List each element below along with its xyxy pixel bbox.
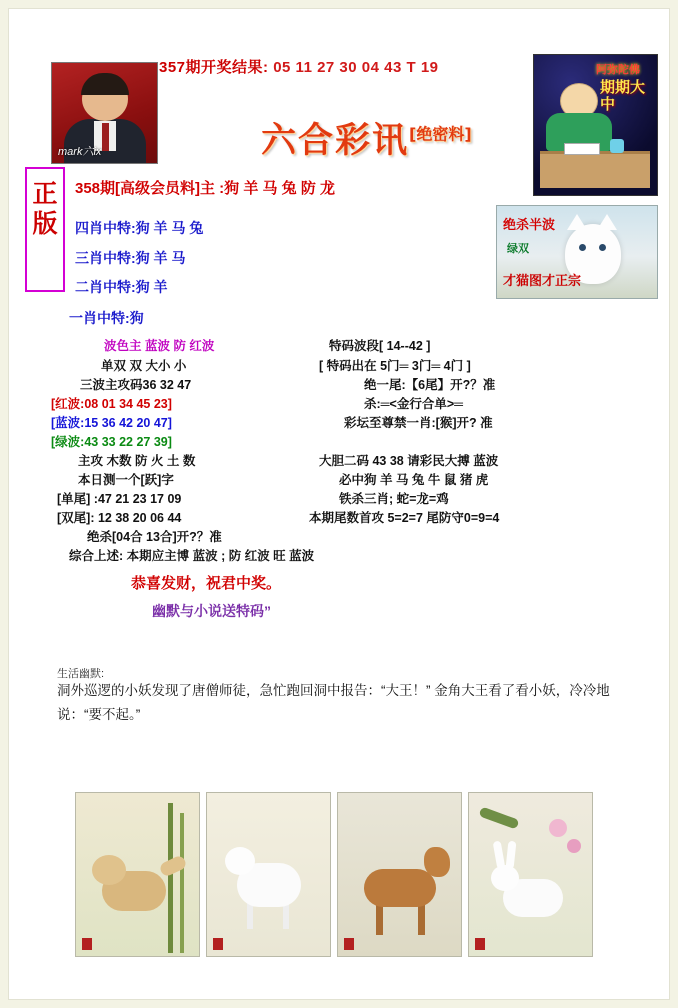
flower-shape-2 <box>567 839 581 853</box>
must-hit-line: 必中狗 羊 马 兔 牛 鼠 猪 虎 <box>339 473 489 487</box>
cup-icon <box>610 139 624 153</box>
authentic-stamp: 正版 <box>25 167 65 292</box>
wave-main-line: 波色主 蓝波 防 红波 <box>104 339 215 353</box>
seal-mark <box>475 938 485 950</box>
page-title-sub: [绝密料] <box>409 124 472 144</box>
wish-line: 恭喜发财，祝君中奖。 <box>131 575 282 592</box>
horse-leg-1 <box>376 903 383 935</box>
portrait-watermark: mark六ix <box>58 146 102 158</box>
horse-leg-2 <box>418 903 425 935</box>
page-title <box>261 113 472 163</box>
cat-box-line2: 绿双 <box>507 243 529 255</box>
door-line: [ 特码出在 5门═ 3门═ 4门 ] <box>319 359 471 373</box>
portrait-photo <box>51 62 158 164</box>
cat-box-line1: 绝杀半波 <box>503 217 556 232</box>
dog-painting <box>75 792 200 957</box>
bold-two-codes-line: 大胆二码 43 38 请彩民大搏 蓝波 <box>319 454 499 468</box>
goat-head <box>225 847 255 875</box>
dog-head <box>92 855 126 885</box>
blue-wave-line: [蓝波:15 36 42 20 47] <box>51 416 172 430</box>
green-wave-line: [绿波:43 33 22 27 39] <box>51 435 172 449</box>
seal-mark <box>344 938 354 950</box>
iron-kill-line: 铁杀三肖; 蛇=龙=鸡 <box>339 492 449 506</box>
cat-eye-left <box>579 244 586 251</box>
four-xiao-line: 四肖中特:狗 羊 马 兔 <box>75 220 204 236</box>
goat-leg-2 <box>283 903 289 929</box>
page-title-text: 六合彩讯 <box>261 121 410 161</box>
horse-painting <box>337 792 462 957</box>
single-tail-line: [单尾] :47 21 23 17 09 <box>57 492 182 506</box>
leaf-shape <box>478 806 519 829</box>
banner-big-text: 期期大中 <box>600 79 646 113</box>
portrait-hair <box>81 73 129 95</box>
red-wave-line: [红波:08 01 34 45 23] <box>51 397 172 411</box>
flower-shape-1 <box>549 819 567 837</box>
cat-ear-left <box>567 214 587 230</box>
cat-eye-right <box>599 244 606 251</box>
rabbit-painting <box>468 792 593 957</box>
story-text: 洞外巡逻的小妖发现了唐僧师徒，急忙跑回洞中报告：“大王！” 金角大王看了看小妖，冷冷地说：“要不起。” <box>57 683 610 722</box>
three-xiao-line: 三肖中特:狗 羊 马 <box>75 250 186 266</box>
goat-leg-1 <box>247 903 253 929</box>
portrait-tie <box>102 123 109 151</box>
cat-box-line3: 才猫图才正宗 <box>503 273 582 288</box>
two-xiao-line: 二肖中特:狗 羊 <box>75 279 168 295</box>
seal-mark <box>82 938 92 950</box>
rabbit-head <box>491 865 519 891</box>
painting-gallery <box>75 792 593 955</box>
kill-one-tail-line: 绝一尾:【6尾】开?？准 <box>364 378 496 392</box>
life-humor-label: 生活幽默: <box>57 668 105 680</box>
summary-line: 综合上述: 本期应主博 蓝波 ; 防 红波 旺 蓝波 <box>69 549 315 563</box>
humor-title: 幽默与小说送特码” <box>152 603 271 619</box>
draw-result-prefix: 357期开奖结果: <box>159 59 269 76</box>
attack-elements-line: 主攻 木数 防 火 土 数 <box>78 454 196 468</box>
wave-band-line: 特码波段[ 14--42 ] <box>329 339 431 353</box>
forbidden-xiao-line: 彩坛至尊禁一肖:[猴]开? 准 <box>344 416 493 430</box>
bamboo-shape <box>168 803 173 953</box>
one-xiao-line: 一肖中特:狗 <box>69 310 144 326</box>
book-icon <box>564 143 600 155</box>
kill-line: 杀:═<金行合单>═ <box>364 397 463 411</box>
three-main-codes-line: 三波主攻码36 32 47 <box>80 378 192 392</box>
issue-line: 358期[高级会员料]主 :狗 羊 马 兔 防 龙 <box>75 180 336 197</box>
kill-combo-line: 绝杀[04合 13合]开?？准 <box>87 530 222 544</box>
document-page <box>8 8 670 1000</box>
draw-result-line <box>159 56 439 77</box>
double-tail-line: [双尾]: 12 38 20 06 44 <box>57 511 182 525</box>
banner-small-text: 阿弥陀佛 <box>596 64 640 76</box>
horse-body <box>364 869 436 907</box>
cat-ear-right <box>597 214 617 230</box>
goat-painting <box>206 792 331 957</box>
draw-result-numbers: 05 11 27 30 04 43 T 19 <box>273 59 439 76</box>
today-word-line: 本日测一个[跃]字 <box>78 473 174 487</box>
seal-mark <box>213 938 223 950</box>
horse-head <box>424 847 450 877</box>
promo-banner <box>533 54 658 196</box>
cat-photo-box <box>496 205 658 299</box>
bamboo-shape-2 <box>180 813 184 953</box>
desk-shape <box>540 151 650 188</box>
odd-even-line: 单双 双 大小 小 <box>101 359 187 373</box>
tail-attack-line: 本期尾数首攻 5=2=7 尾防守0=9=4 <box>309 511 500 525</box>
